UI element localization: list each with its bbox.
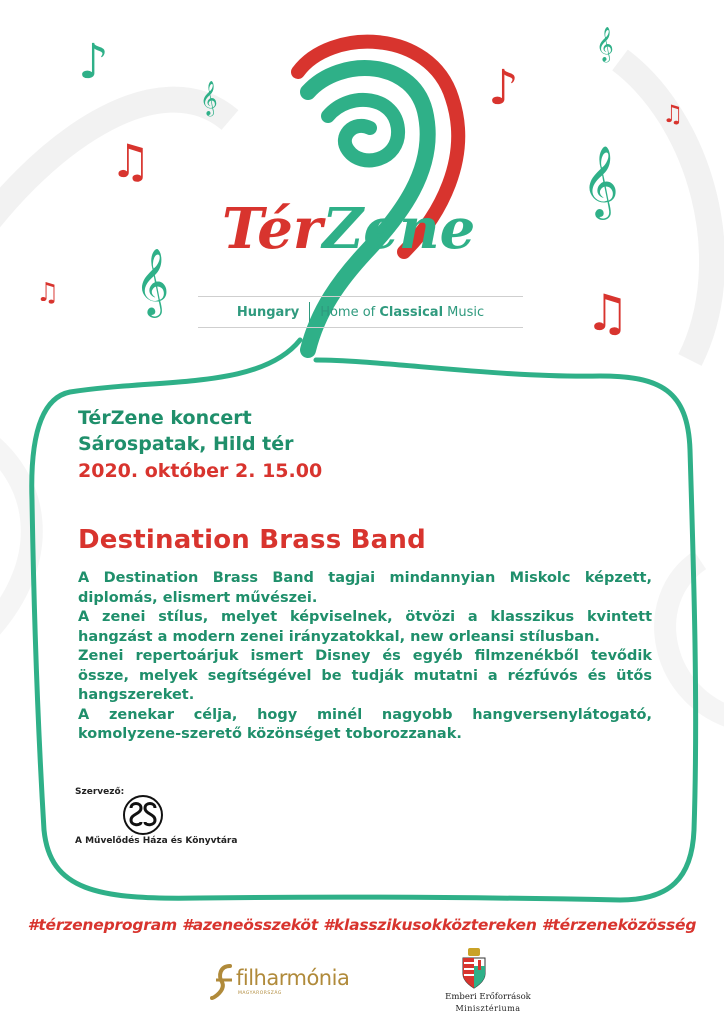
beamed-notes-icon: ♫ xyxy=(36,278,60,308)
hashtags: #térzeneprogram #azeneösszeköt #klasszikusokköztereken #térzeneközösség xyxy=(27,916,697,934)
ministry-line2: Minisztériuma xyxy=(455,1004,521,1013)
tagline-left: Hungary xyxy=(236,304,300,320)
tagline-right-plain: Home of xyxy=(320,304,380,320)
event-datetime: 2020. október 2. 15.00 xyxy=(78,460,323,482)
tagline-right-bold: Classical xyxy=(379,304,444,320)
event-title: TérZene koncert xyxy=(78,407,252,429)
eighth-note-icon: ♪ xyxy=(488,60,519,116)
hungarian-coat-of-arms-icon xyxy=(460,948,488,990)
logo-tagline xyxy=(198,296,523,328)
treble-clef-icon: 𝄞 xyxy=(135,247,170,315)
event-location: Sárospatak, Hild tér xyxy=(78,433,294,455)
organizer-name: A Művelődés Háza és Könyvtára xyxy=(75,836,238,846)
band-title: Destination Brass Band xyxy=(78,525,426,555)
treble-clef-icon: 𝄞 xyxy=(582,144,619,217)
treble-clef-icon: 𝄞 xyxy=(200,81,218,116)
band-paragraph: A zenekar célja, hogy minél nagyobb hangversenylátogató, komolyzene-szerető közönséget toborozzanak. xyxy=(78,706,652,742)
organizer-logo xyxy=(115,794,171,836)
filharmonia-subtitle: MAGYARORSZÁG xyxy=(238,991,282,996)
beamed-notes-icon: ♫ xyxy=(662,100,684,128)
main-content xyxy=(78,405,652,745)
band-paragraph: Zenei repertoárjuk ismert Disney és egyéb filmzenékből tevődik össze, melyek segítségével be tudják mutatni a rézfúvós és ütős hangszereket. xyxy=(78,648,652,703)
ministry-line1: Emberi Erőforrások xyxy=(445,992,531,1002)
tagline-right-end: Music xyxy=(443,304,485,320)
ministry-name xyxy=(418,992,558,1014)
band-description xyxy=(78,569,652,745)
organizer-label: Szervező: xyxy=(75,787,125,797)
tagline-divider xyxy=(309,302,310,322)
beamed-notes-icon: ♫ xyxy=(585,284,630,342)
treble-clef-icon: 𝄞 xyxy=(596,27,614,62)
band-paragraph: A zenei stílus, melyet képviselnek, ötvözi a klasszikus kvintett hangzást a modern zenei irányzatokkal, new orleansi stílusban. xyxy=(78,609,652,645)
filharmonia-name: filharmónia xyxy=(236,966,350,990)
beamed-notes-icon: ♫ xyxy=(110,134,152,188)
logo-brand-text: TérZene xyxy=(222,196,476,262)
eighth-note-icon: ♪ xyxy=(78,34,109,90)
band-paragraph: A Destination Brass Band tagjai mindannyian Miskolc képzett, diplomás, elismert művészei. xyxy=(78,570,652,606)
